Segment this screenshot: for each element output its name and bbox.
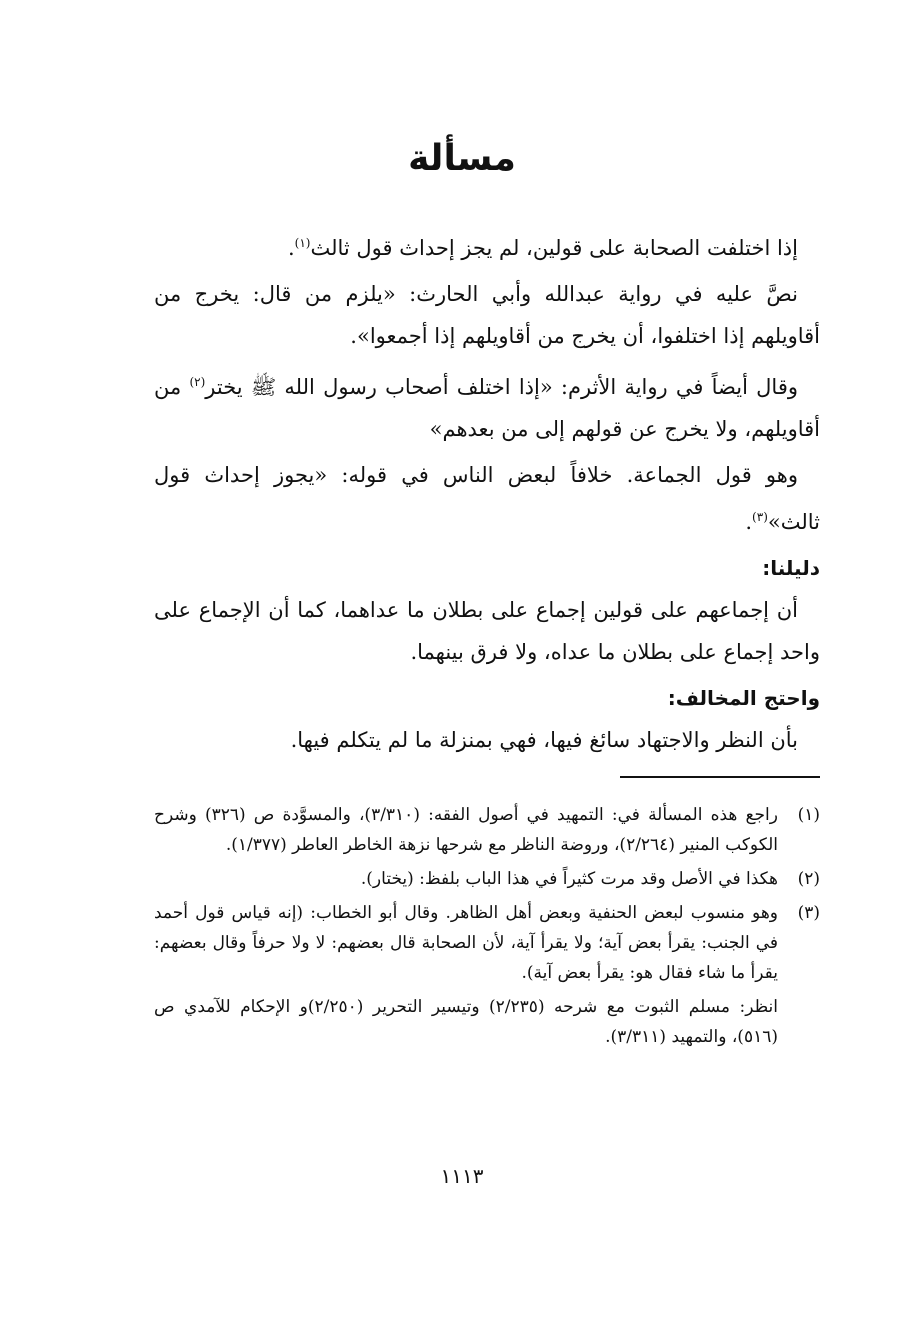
main-text — [154, 222, 820, 765]
paragraph-5: أن إجماعهم على قولين إجماع على بطلان ما عداهما، كما أن الإجماع على واحد إجماع على بطلان ما عداه، ولا فرق بينهما. — [154, 598, 820, 664]
footnote-text: راجع هذه المسألة في: التمهيد في أصول الفقه: (٣/٣١٠)، والمسوَّدة ص (٣٢٦) وشرح الكوكب المنير (٢/٢٦٤)، وروضة الناظر مع شرحها نزهة الخاطر العاطر (١/٣٧٧). — [154, 805, 778, 855]
footnote-3 — [154, 898, 820, 988]
footnote-text: وهو منسوب لبعض الحنفية وبعض أهل الظاهر. وقال أبو الخطاب: (إنه قياس قول أحمد في الجنب: يقرأ بعض آية؛ ولا يقرأ آية، لأن الصحابة قال بعضهم: لا ولا حرفاً وقال بعضهم: يقرأ ما شاء فقال هو: يقرأ بعض آية). — [154, 903, 778, 983]
page-number: ١١١٣ — [440, 1164, 484, 1188]
footnote-ref-3: (٣) — [752, 510, 768, 524]
footnotes — [154, 800, 820, 1052]
paragraph-6: بأن النظر والاجتهاد سائغ فيها، فهي بمنزلة ما لم يتكلم فيها. — [290, 728, 798, 752]
footnote-number: (٢) — [797, 869, 820, 889]
paragraph-2: نصَّ عليه في رواية عبدالله وأبي الحارث: «يلزم من قال: يخرج من أقاويلهم إذا اختلفوا، أن يخرج من أقاويلهم إذا أجمعوا». — [154, 282, 820, 348]
footnote-number: (٣) — [797, 903, 820, 923]
footnote-number: (١) — [797, 805, 820, 825]
footnote-ref-1: (١) — [294, 236, 311, 250]
footnote-divider — [620, 776, 820, 778]
footnote-ref-2: (٢) — [189, 375, 206, 389]
footnote-text: هكذا في الأصل وقد مرت كثيراً في هذا الباب بلفظ: (يختار). — [360, 869, 778, 889]
paragraph-1: إذا اختلفت الصحابة على قولين، لم يجز إحداث قول ثالث$^{(١)}$. — [287, 236, 798, 260]
footnote-2 — [154, 864, 820, 894]
footnote-3-references: انظر: مسلم الثبوت مع شرحه (٢/٢٣٥) وتيسير التحرير (٢/٢٥٠)و الإحكام للآمدي ص (٥١٦)، والتمهيد (٣/٣١١). — [154, 997, 778, 1047]
paragraph-3: وقال أيضاً في رواية الأثرم: «إذا اختلف أصحاب رسول الله ﷺ يختر$^{(٢)}$ من أقاويلهم، ولا يخرج عن قولهم إلى من بعدهم» — [154, 375, 820, 441]
heading-evidence: دليلنا: — [762, 556, 820, 580]
footnote-1 — [154, 800, 820, 860]
page-title: مسألة — [408, 138, 516, 179]
heading-opponent: واحتج المخالف: — [667, 686, 820, 710]
paragraph-4: وهو قول الجماعة. خلافاً لبعض الناس في قوله: «يجوز إحداث قول ثالث»$^{(٣)}$. — [154, 463, 820, 534]
